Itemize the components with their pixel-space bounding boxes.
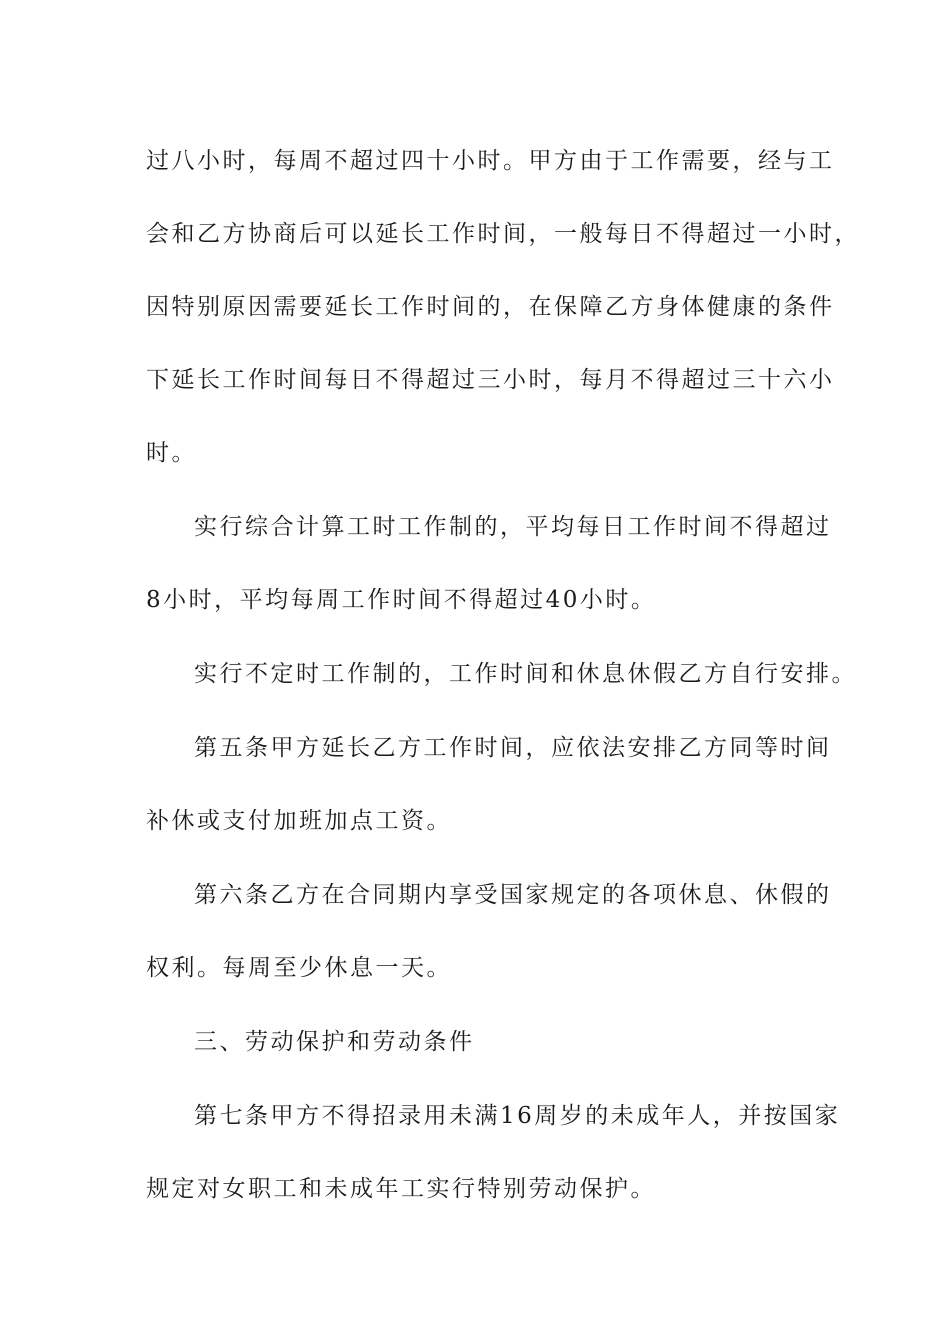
text-line: 过八小时，每周不超过四十小时。甲方由于工作需要，经与工	[146, 148, 835, 174]
text-line: 会和乙方协商后可以延长工作时间，一般每日不得超过一小时，	[146, 221, 860, 247]
text-line: 第六条乙方在合同期内享受国家规定的各项休息、休假的	[194, 882, 832, 908]
text-line: 规定对女职工和未成年工实行特别劳动保护。	[146, 1176, 656, 1202]
text-line: 时。	[146, 440, 197, 466]
text-line: 因特别原因需要延长工作时间的，在保障乙方身体健康的条件	[146, 294, 835, 320]
text-line: 实行不定时工作制的，工作时间和休息休假乙方自行安排。	[194, 661, 857, 687]
text-line: 实行综合计算工时工作制的，平均每日工作时间不得超过	[194, 514, 832, 540]
section-heading: 三、劳动保护和劳动条件	[194, 1029, 475, 1055]
text-line: 第七条甲方不得招录用未满16周岁的未成年人，并按国家	[194, 1103, 841, 1129]
text-line: 8小时，平均每周工作时间不得超过40小时。	[146, 587, 657, 613]
text-line: 下延长工作时间每日不得超过三小时，每月不得超过三十六小	[146, 367, 835, 393]
text-line: 补休或支付加班加点工资。	[146, 808, 452, 834]
text-line: 第五条甲方延长乙方工作时间，应依法安排乙方同等时间	[194, 735, 832, 761]
text-line: 权利。每周至少休息一天。	[146, 955, 452, 981]
